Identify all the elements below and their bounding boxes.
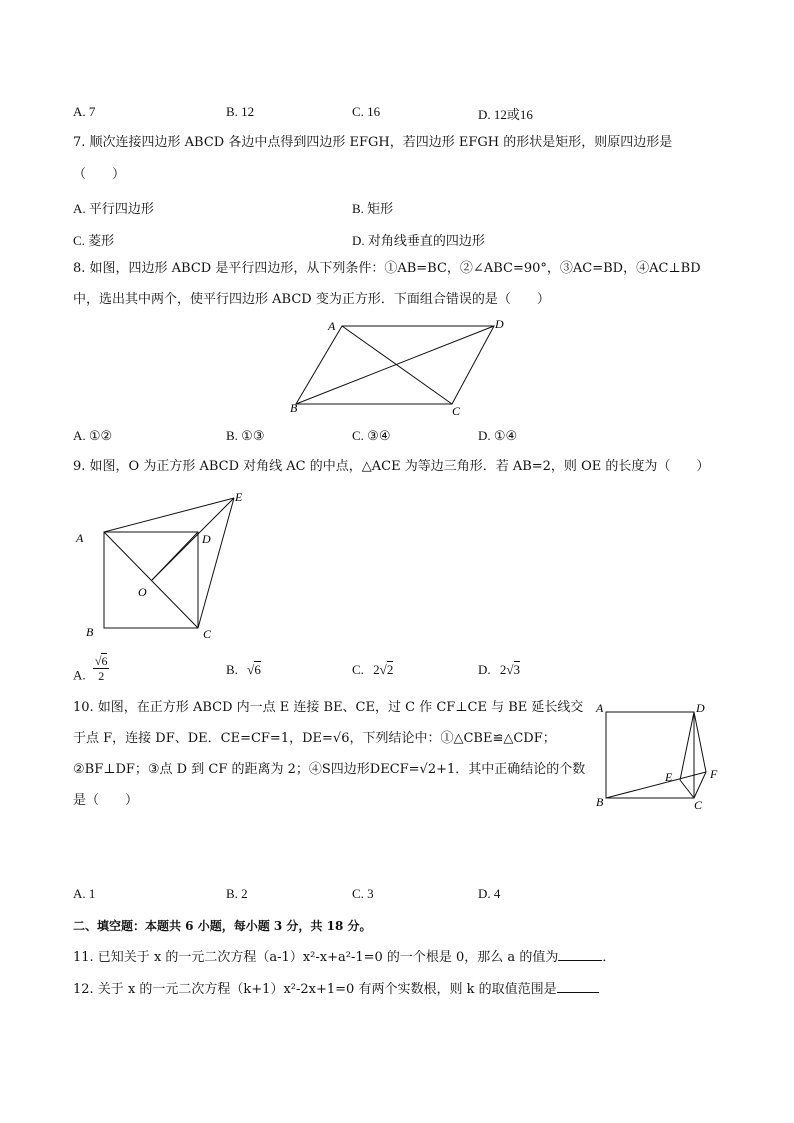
- q10-option-c: C. 3: [352, 886, 374, 901]
- vertex-label-b: B: [290, 401, 298, 415]
- sqrt6: √6: [247, 662, 261, 677]
- q8-option-b: B. ①③: [226, 428, 265, 443]
- q7-option-c: C. 菱形: [73, 233, 115, 248]
- q10-option-b: B. 2: [226, 886, 248, 901]
- q12-stem: [73, 980, 599, 998]
- q9-option-d-label: D.: [478, 662, 491, 677]
- vertex-label-e: E: [235, 490, 243, 504]
- segment-oe: [152, 498, 234, 580]
- q8-stem-line2: 中，选出其中两个，使平行四边形 ABCD 变为正方形．下面组合错误的是（ ）: [73, 292, 550, 307]
- fraction-sqrt6-over-2: $\frac{√6}{2}$: [94, 654, 108, 683]
- segment-ec: [680, 780, 694, 798]
- segment-df: [694, 712, 706, 772]
- q12-answer-blank: [557, 980, 599, 993]
- vertex-label-c: C: [452, 404, 461, 418]
- q10-stem-line1: 10. 如图，在正方形 ABCD 内一点 E 连接 BE、CE，过 C 作 CF⊥CE 与 BE 延长线交: [73, 700, 584, 715]
- q9-option-b: [226, 662, 261, 678]
- q12-text: 12. 关于 x 的一元二次方程（k+1）x²-2x+1=0 有两个实数根，则 k 的取值范围是: [73, 982, 557, 997]
- q10-option-a: A. 1: [73, 886, 96, 901]
- q9-option-d: [478, 662, 520, 678]
- q9-option-c: [352, 662, 393, 678]
- two-sqrt3: 2√3: [499, 662, 521, 677]
- diagonal-bd: [296, 326, 494, 404]
- q7-stem-line1: 7. 顺次连接四边形 ABCD 各边中点得到四边形 EFGH，若四边形 EFGH 的形状是矩形，则原四边形是: [73, 135, 673, 150]
- vertex-label-e: E: [665, 770, 673, 784]
- q10-option-d: D. 4: [478, 886, 501, 901]
- vertex-label-d: D: [202, 532, 211, 546]
- q11-answer-blank: [558, 948, 602, 961]
- q6-option-b: B. 12: [226, 104, 255, 119]
- two-sqrt2: 2√2: [373, 662, 394, 677]
- q9-option-a-label: A.: [73, 667, 86, 683]
- q11-period: ．: [602, 950, 616, 965]
- vertex-label-c: C: [203, 627, 212, 641]
- q9-square-triangle-figure: [72, 488, 252, 644]
- q9-stem-line1: 9. 如图，O 为正方形 ABCD 对角线 AC 的中点，△ACE 为等边三角形．若 AB=2，则 OE 的长度为（ ）: [73, 459, 710, 474]
- vertex-label-o: O: [138, 585, 147, 599]
- q8-option-c: C. ③④: [352, 428, 391, 443]
- side-ec: [198, 498, 234, 628]
- q6-option-d: D. 12或16: [478, 107, 533, 122]
- q7-option-a: A. 平行四边形: [73, 201, 154, 216]
- q10-square-figure: [592, 698, 728, 810]
- q9-option-a: [73, 654, 109, 691]
- q8-option-a: A. ①②: [73, 428, 113, 443]
- vertex-label-b: B: [86, 625, 94, 639]
- q8-stem-line1: 8. 如图，四边形 ABCD 是平行四边形，从下列条件：①AB=BC，②∠ABC=90°，③AC=BD，④AC⊥BD: [73, 261, 701, 276]
- vertex-label-b: B: [596, 795, 604, 809]
- side-ae: [104, 498, 234, 532]
- q9-option-b-label: B.: [226, 662, 238, 677]
- vertex-label-f: F: [710, 767, 718, 781]
- q6-option-a: A. 7: [73, 104, 96, 119]
- q7-option-b: B. 矩形: [352, 201, 394, 216]
- q10-stem-line3: ②BF⊥DF；③点 D 到 CF 的距离为 2；④S四边形DECF=√2+1．其中正确结论的个数: [73, 762, 586, 777]
- vertex-label-d: D: [495, 317, 504, 331]
- q8-option-d: D. ①④: [478, 428, 518, 443]
- section-heading-fill-in: 二、填空题：本题共 6 小题，每小题 3 分，共 18 分。: [73, 919, 372, 933]
- q6-option-c: C. 16: [352, 104, 381, 119]
- q7-stem-line2: （ ）: [73, 167, 126, 182]
- q7-option-d: D. 对角线垂直的四边形: [352, 233, 485, 248]
- segment-de: [680, 712, 694, 780]
- square-abcd: [606, 712, 694, 798]
- vertex-label-d: D: [696, 701, 705, 715]
- q9-option-c-label: C.: [352, 662, 364, 677]
- vertex-label-c: C: [694, 798, 703, 810]
- q11-text: 11. 已知关于 x 的一元二次方程（a-1）x²-x+a²-1=0 的一个根是 0，那么 a 的值为: [73, 950, 559, 965]
- q10-stem-line2: 于点 F，连接 DF、DE．CE=CF=1，DE=√6，下列结论中：①△CBE≌△CDF；: [73, 731, 556, 746]
- vertex-label-a: A: [76, 531, 84, 545]
- q11-stem: [73, 948, 615, 966]
- q10-stem-line4: 是（ ）: [73, 793, 139, 808]
- diagonal-ac: [342, 326, 452, 404]
- vertex-label-a: A: [328, 319, 336, 333]
- segment-fc: [694, 772, 706, 798]
- vertex-label-a: A: [596, 701, 604, 715]
- q8-parallelogram-figure: [286, 316, 508, 418]
